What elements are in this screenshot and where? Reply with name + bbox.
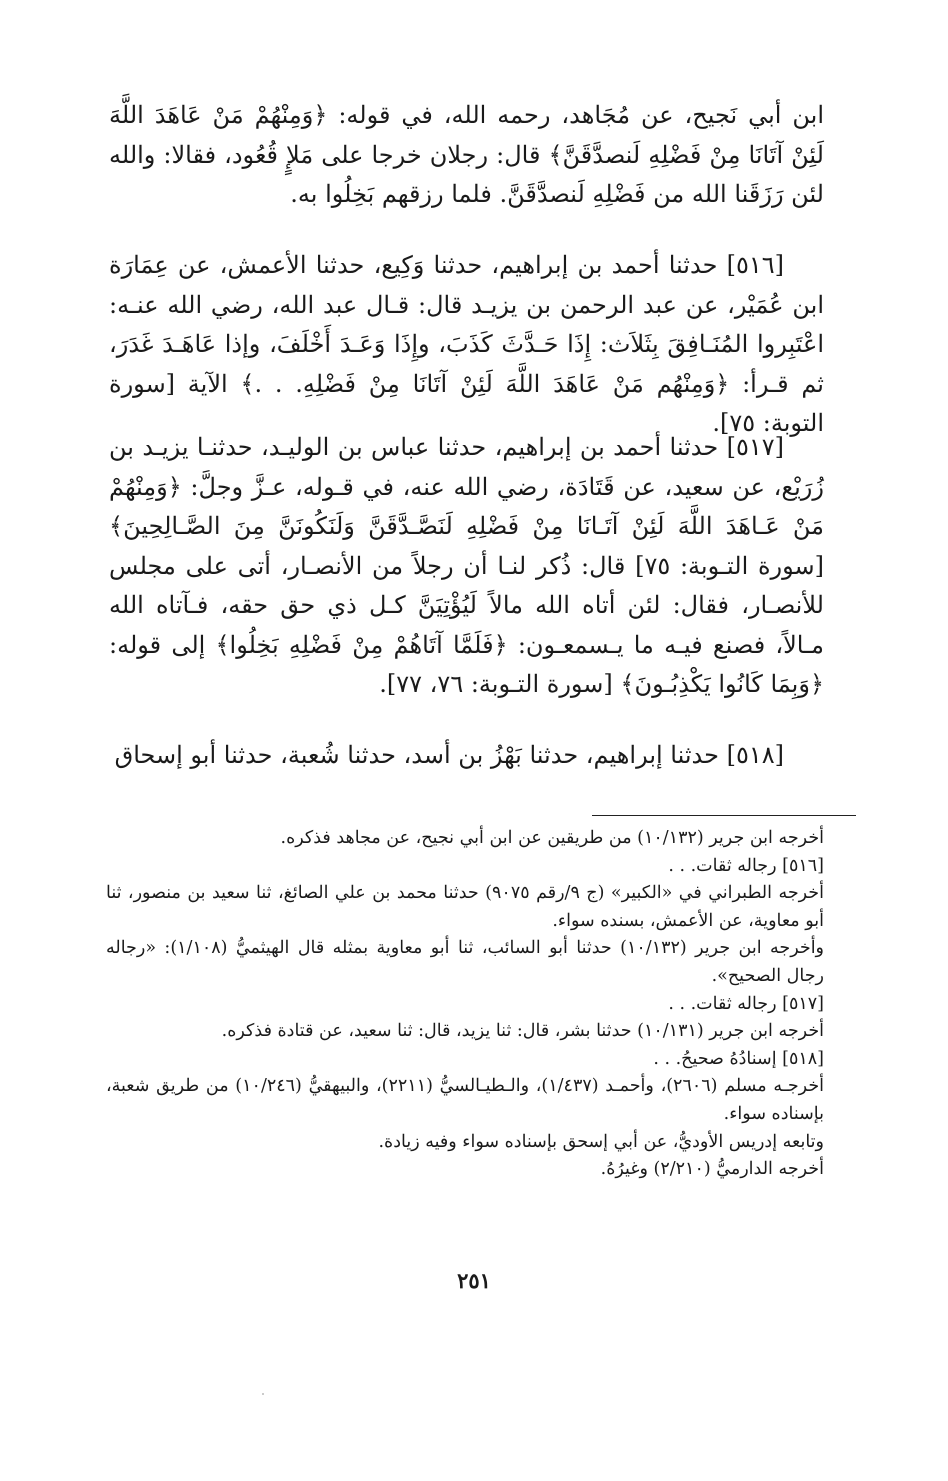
footnote: وأخرجه ابن جرير (١٠/١٣٢) حدثنا أبو السائب، ثنا أبو معاوية بمثله قال الهيثميُّ (١/١٠٨): «رجاله رجال الصحيح». (106, 938, 825, 986)
paragraph-intro: ابن أبي نَجيح، عن مُجَاهد، رحمه الله، في قوله: ﴿وَمِنْهُمْ مَنْ عَاهَدَ اللَّهَ لَئِنْ آتَانَا مِنْ فَضْلِهِ لَنصدَّقَنَّ﴾ قال: رجلان خرجا على مَلإٍ قُعُود، فقالا: والله لئن رَزَقَنا الله من فَضْلِهِ لَنصدَّقَنَّ. فلما رزقهم بَخِلُوا به. (109, 101, 824, 208)
footnote: [٥١٦] رجاله ثقات. . . (668, 855, 824, 876)
footnote: أخرجه ابن جرير (١٠/١٣١) حدثنا بشر، قال: ثنا يزيد، قال: ثنا سعيد، عن قتادة فذكره. (221, 1021, 824, 1042)
footnote: [٥١٧] رجاله ثقات. . . (668, 993, 824, 1014)
footnote-separator (592, 815, 856, 816)
footnote: أخرجه الدارميُّ (٢/٢١٠) وغيرُهُ. (600, 1159, 824, 1180)
paragraph-518: [٥١٨] حدثنا إبراهيم، حدثنا بَهْزُ بن أسد، حدثنا شُعبة، حدثنا أبو إسحاق (114, 741, 784, 769)
paragraph-517: [٥١٧] حدثنا أحمد بن إبراهيم، حدثنا عباس بن الوليـد، حدثنـا يزيـد بن زُرَيْع، عن سعيد، عن قَتَادَة، رضي الله عنه، في قـوله، عـزَّ وجلَّ: ﴿وَمِنْهُمْ مَنْ عَـاهَدَ اللَّهَ لَئِنْ آتَـانَا مِنْ فَضْلِهِ لَنَصَّـدَّقَنَّ وَلَنَكُونَنَّ مِنَ الصَّـالِحِينَ﴾ [سورة التـوبة: ٧٥] قال: ذُكر لنـا أن رجلاً من الأنصـار، أتى على مجلس للأنصـار، فقال: لئن أتاه الله مالاً لَيُؤْتِيَنَّ كـل ذي حق حقه، فـآتاه الله مـالاً، فصنع فيـه ما يـسمعـون: ﴿فَلَمَّا آتَاهُمْ مِنْ فَضْلِهِ بَخِلُوا﴾ إلى قوله: ﴿وَبِمَا كَانُوا يَكْذِبُـونَ﴾ [سورة التـوبة: ٧٦، ٧٧]. (109, 433, 824, 698)
footnote: [٥١٨] إسنادُهُ صحيحُ. . . (653, 1048, 824, 1069)
page-number: ٢٥١ (457, 1268, 491, 1293)
footnote: أخرجه ابن جرير (١٠/١٣٢) من طريقين عن ابن أبي نجيح، عن مجاهد فذكره. (280, 828, 824, 848)
scan-speck (262, 1393, 264, 1395)
footnote: وتابعه إدريس الأوديُّ، عن أبي إسحق بإسناده سواء وفيه زيادة. (378, 1131, 824, 1152)
paragraph-516: [٥١٦] حدثنا أحمد بن إبراهيم، حدثنا وَكِيع، حدثنا الأعمش، عن عِمَارَة ابن عُمَيْر، عن عبد الرحمن بن يزيـد قال: قـال عبد الله، رضي الله عنـه: اعْتَبِروا المُنَـافِقَ بِثَلاَث: إِذَا حَـدَّثَ كَذَبَ، وإِذَا وَعَـدَ أَخْلَفَ، وإذا عَاهَـدَ غَدَرَ، ثم قـرأ: ﴿وَمِنْهُم مَنْ عَاهَدَ اللَّهَ لَئِنْ آتَانَا مِنْ فَضْلِهِ. . .﴾ الآية [سورة التوبة: ٧٥]. (109, 251, 824, 437)
footnote: أخرجـه مسلم (٢٦٠٦)، وأحمـد (١/٤٣٧)، والـطيـالسيُّ (٢٢١١)، والبيهقيُّ (١٠/٢٤٦) من طريق شعبة، بإسناده سواء. (106, 1076, 825, 1124)
footnotes (106, 825, 824, 1184)
footnote: أخرجه الطبراني في «الكبير» (ج ٩/رقم ٩٠٧٥) حدثنا محمد بن علي الصائغ، ثنا سعيد بن منصور، ثنا أبو معاوية، عن الأعمش، بسنده سواء. (106, 883, 824, 931)
